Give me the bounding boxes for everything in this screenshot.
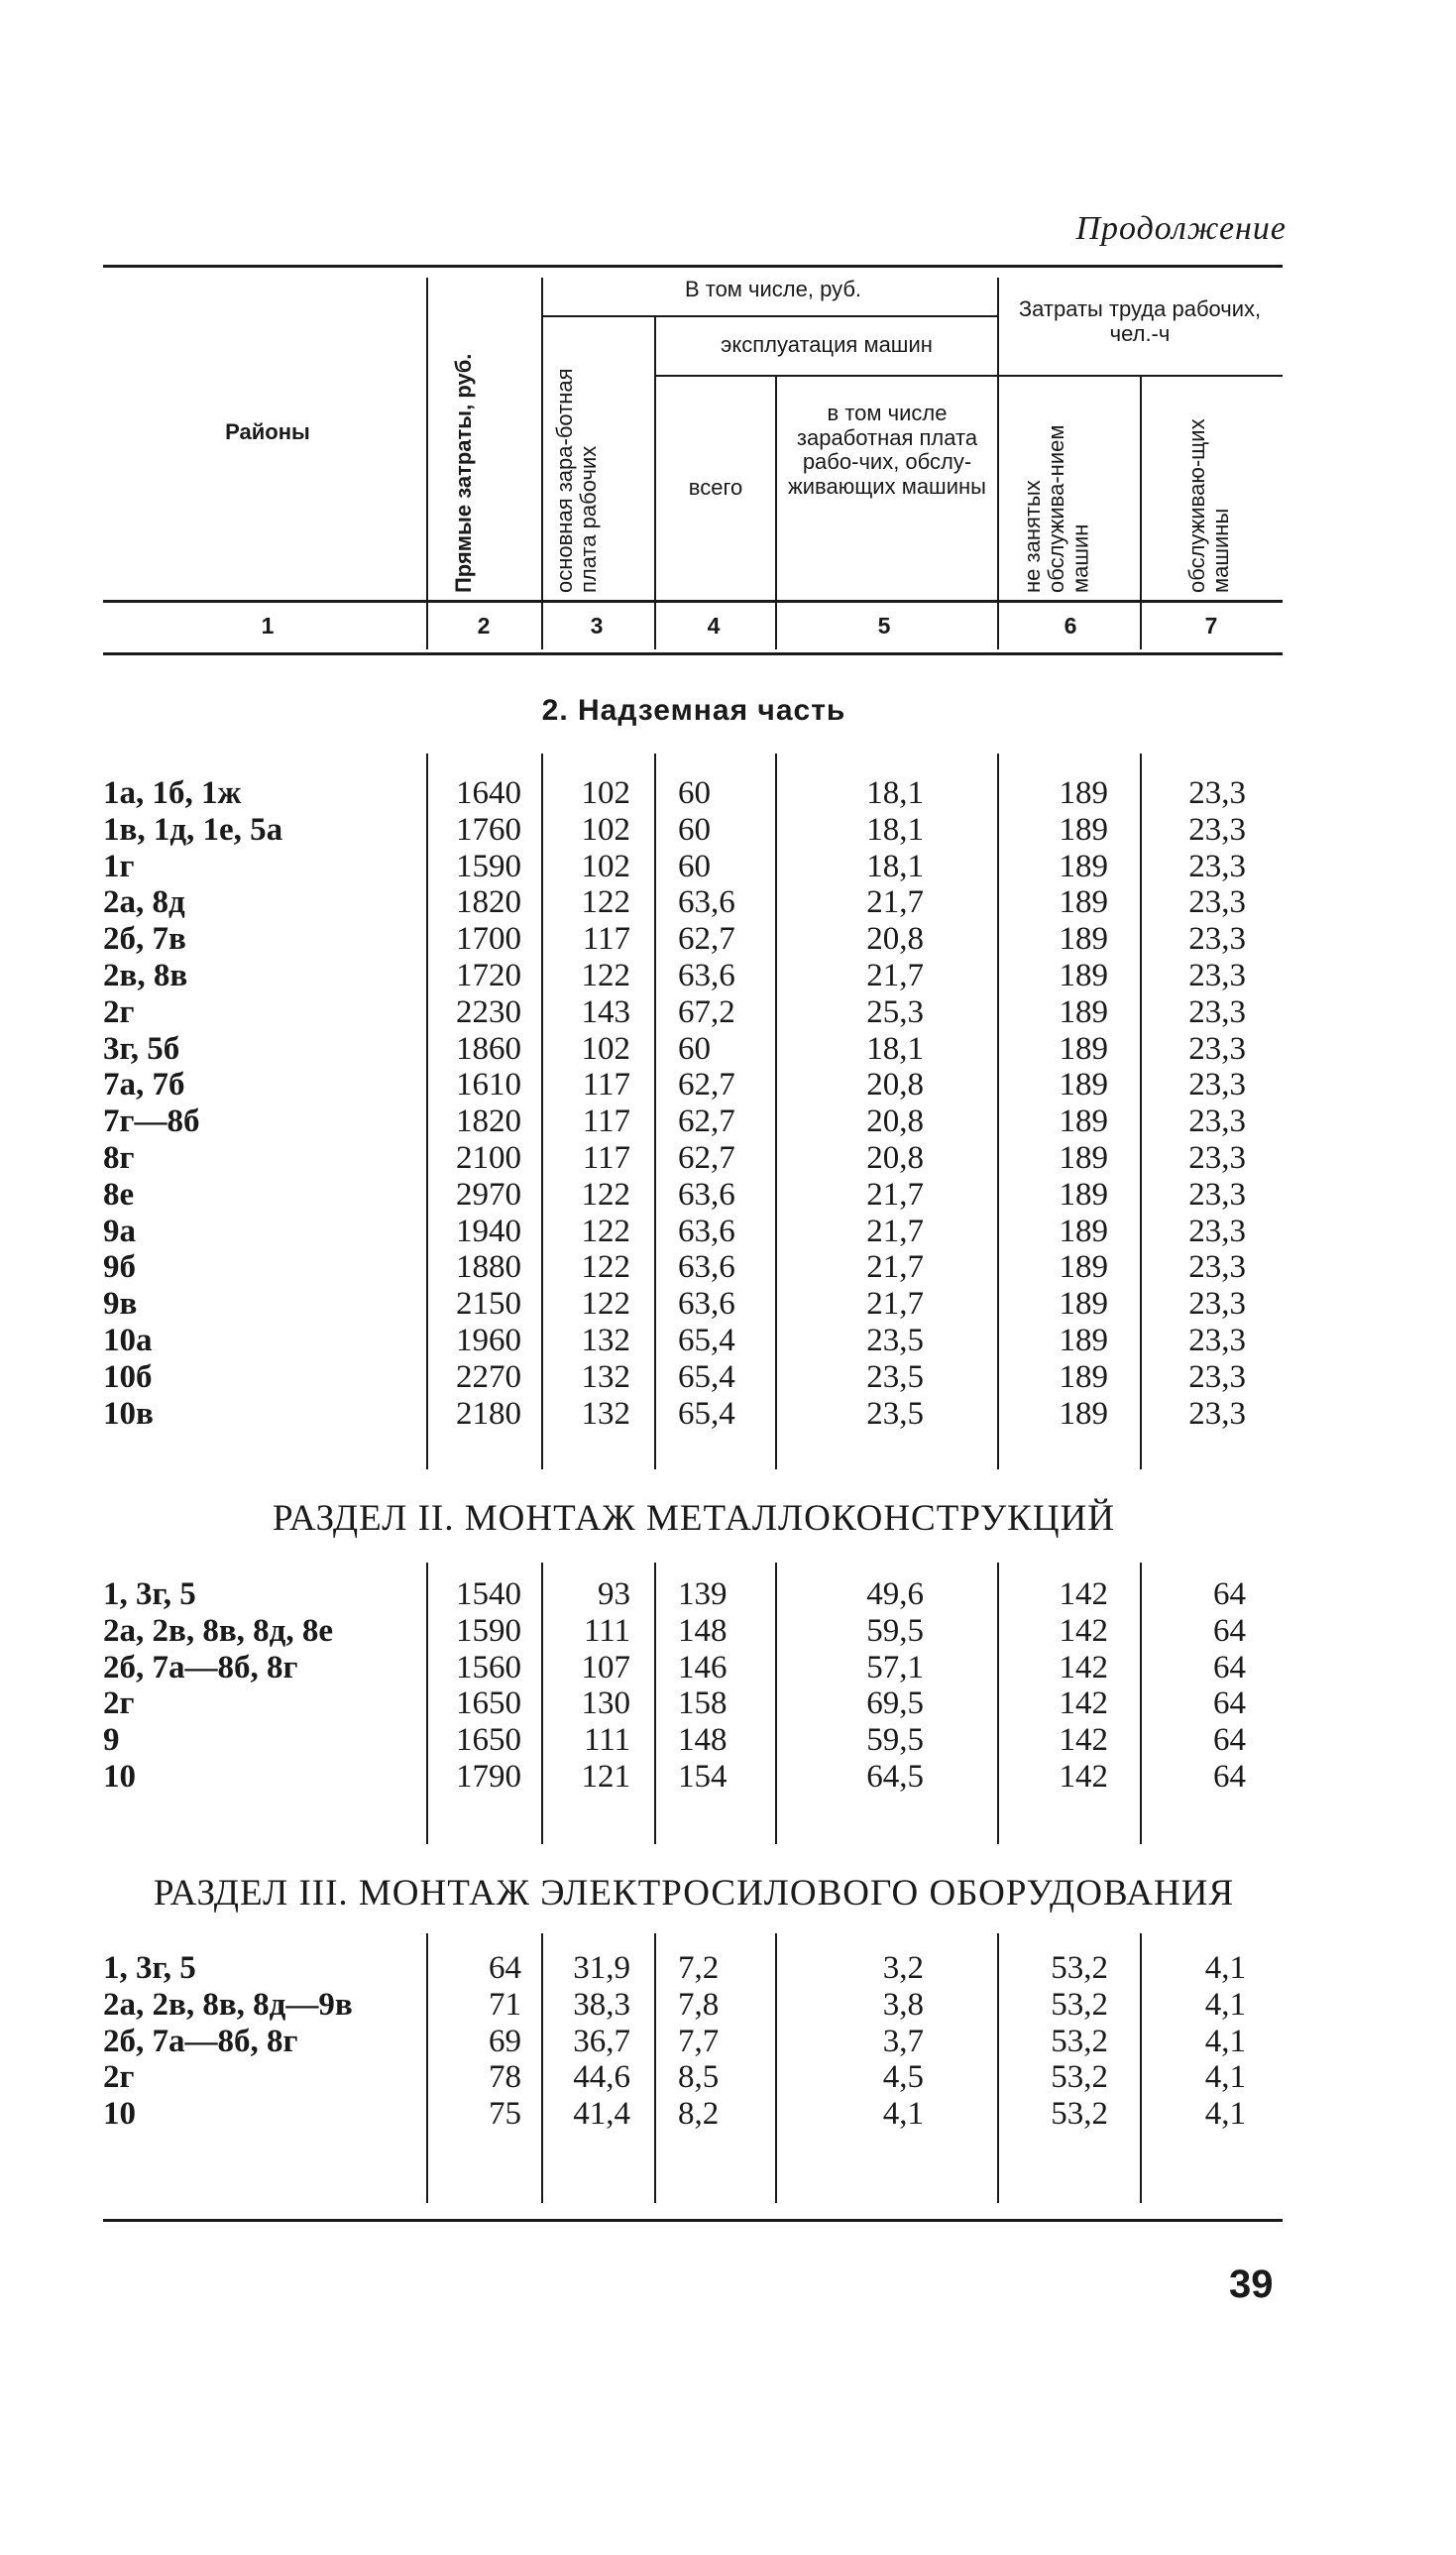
value-cell-c2: 1650	[456, 1722, 521, 1759]
district-cell: 2б, 7а—8б, 8г	[103, 1649, 298, 1685]
table-row	[0, 775, 1456, 812]
value-cell-c4: 62,7	[678, 1140, 735, 1176]
value-cell-c2: 1790	[456, 1759, 521, 1795]
district-cell: 2г	[103, 1685, 135, 1722]
district-cell: 9а	[103, 1213, 136, 1249]
district-cell: 2а, 2в, 8в, 8д—9в	[103, 1986, 353, 2023]
value-cell-c7: 23,3	[1188, 1323, 1246, 1358]
value-cell-c3: 102	[581, 775, 630, 811]
header-vline-5	[997, 278, 999, 649]
table-row	[0, 2096, 1456, 2133]
value-cell-c5: 20,8	[866, 1067, 924, 1103]
value-cell-c7: 4,1	[1204, 2096, 1246, 2133]
value-cell-c2: 69	[489, 2023, 521, 2059]
header-labor-costs: Затраты труда рабочих, чел.-ч	[1018, 296, 1262, 346]
value-cell-c3: 117	[582, 1103, 630, 1140]
value-cell-c4: 148	[678, 1722, 728, 1759]
value-cell-c5: 20,8	[866, 921, 924, 958]
header-incl-wage-machine: в том числе заработная плата рабо-чих, обслу-живающих машины	[788, 401, 986, 499]
district-cell: 10	[103, 2096, 136, 2133]
value-cell-c2: 1650	[456, 1685, 521, 1722]
section-title-aboveground: 2. Надземная часть	[541, 694, 846, 727]
value-cell-c4: 62,7	[678, 1103, 735, 1140]
value-cell-c3: 122	[581, 884, 630, 921]
table-row	[0, 1140, 1456, 1177]
value-cell-c6: 142	[1059, 1649, 1108, 1685]
value-cell-c3: 93	[598, 1576, 630, 1612]
table-row	[0, 1031, 1456, 1068]
value-cell-c6: 189	[1059, 1286, 1108, 1323]
value-cell-c4: 67,2	[678, 993, 735, 1030]
value-cell-c5: 3,2	[882, 1950, 924, 1986]
value-cell-c3: 132	[581, 1395, 630, 1432]
colnum-6: 6	[1064, 613, 1077, 639]
subheader-rule-1	[543, 315, 997, 317]
value-cell-c4: 60	[678, 775, 711, 811]
value-cell-c7: 64	[1213, 1759, 1246, 1795]
value-cell-c7: 23,3	[1188, 921, 1246, 958]
value-cell-c3: 111	[583, 1722, 630, 1759]
district-cell: 1, 3г, 5	[103, 1576, 196, 1612]
table-row	[0, 1103, 1456, 1140]
value-cell-c2: 78	[489, 2059, 521, 2096]
district-cell: 10	[103, 1759, 136, 1795]
value-cell-c4: 8,5	[678, 2059, 720, 2096]
value-cell-c2: 2180	[456, 1395, 521, 1432]
value-cell-c7: 4,1	[1204, 2023, 1246, 2059]
value-cell-c5: 4,1	[882, 2096, 924, 2133]
district-cell: 3г, 5б	[103, 1030, 180, 1067]
value-cell-c2: 1610	[456, 1067, 521, 1103]
value-cell-c7: 23,3	[1188, 1249, 1246, 1286]
section-title-metal-structures: РАЗДЕЛ II. МОНТАЖ МЕТАЛЛОКОНСТРУКЦИЙ	[272, 1498, 1116, 1539]
value-cell-c7: 23,3	[1188, 1140, 1246, 1176]
value-cell-c6: 189	[1059, 1323, 1108, 1358]
district-cell: 1в, 1д, 1е, 5а	[103, 811, 283, 848]
header-machine-workers: обслуживаю-щих машины	[1184, 418, 1234, 593]
district-cell: 7г—8б	[103, 1103, 200, 1140]
value-cell-c5: 59,5	[866, 1722, 924, 1759]
section-title-power-equipment: РАЗДЕЛ III. МОНТАЖ ЭЛЕКТРОСИЛОВОГО ОБОРУДОВАНИЯ	[153, 1873, 1235, 1914]
value-cell-c4: 62,7	[678, 1067, 735, 1103]
value-cell-c5: 23,5	[866, 1358, 924, 1395]
value-cell-c6: 142	[1059, 1722, 1108, 1759]
value-cell-c3: 121	[581, 1759, 630, 1795]
value-cell-c7: 23,3	[1188, 958, 1246, 993]
table-row	[0, 1650, 1456, 1686]
district-cell: 2г	[103, 2059, 135, 2096]
value-cell-c3: 117	[582, 921, 630, 958]
colnum-1: 1	[261, 613, 275, 639]
value-cell-c7: 23,3	[1188, 884, 1246, 921]
value-cell-c5: 18,1	[866, 1030, 924, 1067]
value-cell-c6: 189	[1059, 775, 1108, 811]
value-cell-c6: 53,2	[1051, 2096, 1108, 2133]
value-cell-c3: 130	[581, 1685, 630, 1722]
value-cell-c3: 122	[581, 958, 630, 993]
value-cell-c6: 53,2	[1051, 1950, 1108, 1986]
value-cell-c3: 44,6	[573, 2059, 630, 2096]
value-cell-c6: 189	[1059, 921, 1108, 958]
value-cell-c3: 102	[581, 1030, 630, 1067]
value-cell-c2: 1540	[456, 1576, 521, 1612]
value-cell-c7: 23,3	[1188, 1358, 1246, 1395]
value-cell-c5: 57,1	[866, 1649, 924, 1685]
header-bottom-rule	[103, 600, 1283, 603]
value-cell-c3: 132	[581, 1323, 630, 1358]
value-cell-c5: 64,5	[866, 1759, 924, 1795]
colnum-5: 5	[877, 613, 891, 639]
value-cell-c4: 154	[678, 1759, 728, 1795]
value-cell-c3: 132	[581, 1358, 630, 1395]
table-row	[0, 1722, 1456, 1759]
header-not-machine-workers: не занятых обслужива-нием машин	[1020, 424, 1093, 593]
table-row	[0, 1950, 1456, 1987]
table-row	[0, 921, 1456, 958]
table-row	[0, 1613, 1456, 1650]
value-cell-c6: 189	[1059, 958, 1108, 993]
value-cell-c4: 8,2	[678, 2096, 720, 2133]
colnum-3: 3	[590, 613, 604, 639]
value-cell-c6: 53,2	[1051, 2059, 1108, 2096]
district-cell: 2г	[103, 993, 135, 1030]
value-cell-c2: 1720	[456, 958, 521, 993]
value-cell-c2: 1760	[456, 811, 521, 848]
value-cell-c2: 71	[489, 1986, 521, 2023]
value-cell-c3: 122	[581, 1176, 630, 1213]
value-cell-c6: 142	[1059, 1685, 1108, 1722]
value-cell-c7: 64	[1213, 1649, 1246, 1685]
value-cell-c2: 75	[489, 2096, 521, 2133]
value-cell-c5: 18,1	[866, 775, 924, 811]
value-cell-c7: 64	[1213, 1612, 1246, 1649]
table-bottom-rule	[103, 2219, 1283, 2222]
value-cell-c6: 142	[1059, 1612, 1108, 1649]
value-cell-c2: 64	[489, 1950, 521, 1986]
value-cell-c6: 53,2	[1051, 2023, 1108, 2059]
header-vline-6	[1140, 377, 1142, 649]
district-cell: 1а, 1б, 1ж	[103, 775, 242, 811]
value-cell-c6: 189	[1059, 811, 1108, 848]
value-cell-c3: 102	[581, 811, 630, 848]
value-cell-c5: 20,8	[866, 1140, 924, 1176]
value-cell-c5: 59,5	[866, 1612, 924, 1649]
value-cell-c5: 18,1	[866, 811, 924, 848]
district-cell: 2б, 7а—8б, 8г	[103, 2023, 298, 2059]
district-cell: 2а, 8д	[103, 884, 185, 921]
district-cell: 8е	[103, 1176, 135, 1213]
colnum-7: 7	[1204, 613, 1218, 639]
district-cell: 2а, 2в, 8в, 8д, 8е	[103, 1612, 333, 1649]
table-row	[0, 1359, 1456, 1396]
value-cell-c7: 23,3	[1188, 775, 1246, 811]
table-row	[0, 849, 1456, 885]
value-cell-c3: 38,3	[573, 1986, 630, 2023]
value-cell-c2: 1940	[456, 1213, 521, 1249]
value-cell-c2: 1960	[456, 1323, 521, 1358]
value-cell-c2: 1640	[456, 775, 521, 811]
subheader-rule-2	[654, 375, 997, 377]
value-cell-c6: 189	[1059, 993, 1108, 1030]
value-cell-c2: 1820	[456, 1103, 521, 1140]
district-cell: 9	[103, 1722, 120, 1759]
value-cell-c4: 63,6	[678, 1176, 735, 1213]
value-cell-c2: 2150	[456, 1286, 521, 1323]
value-cell-c2: 2100	[456, 1140, 521, 1176]
value-cell-c6: 189	[1059, 884, 1108, 921]
value-cell-c7: 4,1	[1204, 2059, 1246, 2096]
value-cell-c6: 189	[1059, 1103, 1108, 1140]
value-cell-c7: 23,3	[1188, 1395, 1246, 1432]
colnum-2: 2	[477, 613, 491, 639]
value-cell-c7: 23,3	[1188, 1286, 1246, 1323]
header-basic-wage: основная зара-ботная плата рабочих	[552, 368, 602, 593]
value-cell-c6: 189	[1059, 1358, 1108, 1395]
continuation-label: Продолжение	[1075, 210, 1287, 247]
value-cell-c6: 189	[1059, 1067, 1108, 1103]
value-cell-c3: 122	[581, 1249, 630, 1286]
value-cell-c5: 20,8	[866, 1103, 924, 1140]
value-cell-c7: 23,3	[1188, 1067, 1246, 1103]
value-cell-c3: 122	[581, 1213, 630, 1249]
table-row	[0, 1067, 1456, 1103]
value-cell-c6: 189	[1059, 1140, 1108, 1176]
value-cell-c2: 1590	[456, 1612, 521, 1649]
colnum-bottom-rule	[103, 652, 1283, 655]
value-cell-c4: 7,7	[678, 2023, 720, 2059]
table-row	[0, 1177, 1456, 1214]
value-cell-c2: 1590	[456, 848, 521, 884]
value-cell-c4: 65,4	[678, 1395, 735, 1432]
value-cell-c5: 21,7	[866, 884, 924, 921]
value-cell-c5: 69,5	[866, 1685, 924, 1722]
value-cell-c4: 7,2	[678, 1950, 720, 1986]
table-row	[0, 1759, 1456, 1796]
value-cell-c2: 2270	[456, 1358, 521, 1395]
table-row	[0, 812, 1456, 849]
value-cell-c5: 18,1	[866, 848, 924, 884]
value-cell-c4: 146	[678, 1649, 728, 1685]
value-cell-c5: 3,7	[882, 2023, 924, 2059]
table-row	[0, 2024, 1456, 2060]
value-cell-c2: 1560	[456, 1649, 521, 1685]
table-row	[0, 1685, 1456, 1722]
value-cell-c6: 189	[1059, 848, 1108, 884]
header-vline-1	[426, 278, 428, 649]
value-cell-c5: 23,5	[866, 1395, 924, 1432]
value-cell-c3: 117	[582, 1067, 630, 1103]
header-direct-costs: Прямые затраты, руб.	[451, 353, 476, 593]
value-cell-c7: 23,3	[1188, 811, 1246, 848]
table-row	[0, 1576, 1456, 1613]
value-cell-c3: 143	[581, 993, 630, 1030]
table-row	[0, 994, 1456, 1031]
header-vline-3	[654, 315, 656, 649]
value-cell-c3: 41,4	[573, 2096, 630, 2133]
value-cell-c3: 102	[581, 848, 630, 884]
district-cell: 1г	[103, 848, 135, 884]
value-cell-c4: 65,4	[678, 1323, 735, 1358]
value-cell-c2: 2230	[456, 993, 521, 1030]
district-cell: 10б	[103, 1358, 153, 1395]
value-cell-c7: 23,3	[1188, 1213, 1246, 1249]
value-cell-c4: 139	[678, 1576, 728, 1612]
header-machine-operation: эксплуатация машин	[721, 332, 933, 357]
value-cell-c6: 189	[1059, 1213, 1108, 1249]
value-cell-c6: 142	[1059, 1576, 1108, 1612]
district-cell: 1, 3г, 5	[103, 1950, 196, 1986]
value-cell-c5: 21,7	[866, 1286, 924, 1323]
header-vline-4	[775, 377, 777, 649]
value-cell-c4: 63,6	[678, 1286, 735, 1323]
value-cell-c5: 3,8	[882, 1986, 924, 2023]
value-cell-c5: 23,5	[866, 1323, 924, 1358]
table-row	[0, 958, 1456, 994]
colnum-4: 4	[707, 613, 721, 639]
value-cell-c7: 64	[1213, 1722, 1246, 1759]
value-cell-c3: 122	[581, 1286, 630, 1323]
table-row	[0, 1323, 1456, 1359]
value-cell-c3: 111	[583, 1612, 630, 1649]
value-cell-c4: 63,6	[678, 958, 735, 993]
value-cell-c6: 189	[1059, 1249, 1108, 1286]
value-cell-c2: 1820	[456, 884, 521, 921]
value-cell-c5: 21,7	[866, 958, 924, 993]
district-cell: 2в, 8в	[103, 958, 188, 993]
value-cell-c7: 23,3	[1188, 848, 1246, 884]
value-cell-c4: 63,6	[678, 1213, 735, 1249]
value-cell-c5: 21,7	[866, 1249, 924, 1286]
table-row	[0, 884, 1456, 921]
value-cell-c5: 21,7	[866, 1176, 924, 1213]
value-cell-c4: 62,7	[678, 921, 735, 958]
value-cell-c7: 23,3	[1188, 1103, 1246, 1140]
table-row	[0, 1286, 1456, 1323]
value-cell-c6: 142	[1059, 1759, 1108, 1795]
value-cell-c2: 1860	[456, 1030, 521, 1067]
page-number: 39	[1229, 2263, 1274, 2306]
value-cell-c4: 60	[678, 1030, 711, 1067]
value-cell-c4: 63,6	[678, 1249, 735, 1286]
district-cell: 8г	[103, 1140, 135, 1176]
header-total: всего	[688, 475, 743, 500]
district-cell: 10в	[103, 1395, 154, 1432]
value-cell-c7: 23,3	[1188, 1030, 1246, 1067]
district-cell: 10а	[103, 1323, 153, 1358]
value-cell-c4: 60	[678, 811, 711, 848]
header-including-rub: В том числе, руб.	[684, 277, 862, 301]
value-cell-c2: 1700	[456, 921, 521, 958]
table-row	[0, 1987, 1456, 2024]
value-cell-c4: 158	[678, 1685, 728, 1722]
value-cell-c3: 36,7	[573, 2023, 630, 2059]
header-vline-2	[541, 278, 543, 649]
value-cell-c7: 64	[1213, 1685, 1246, 1722]
value-cell-c5: 4,5	[882, 2059, 924, 2096]
value-cell-c7: 64	[1213, 1576, 1246, 1612]
value-cell-c2: 1880	[456, 1249, 521, 1286]
value-cell-c5: 49,6	[866, 1576, 924, 1612]
value-cell-c4: 63,6	[678, 884, 735, 921]
table-top-rule	[103, 265, 1283, 268]
district-cell: 2б, 7в	[103, 921, 186, 958]
value-cell-c2: 2970	[456, 1176, 521, 1213]
value-cell-c7: 23,3	[1188, 1176, 1246, 1213]
value-cell-c3: 107	[581, 1649, 630, 1685]
value-cell-c5: 21,7	[866, 1213, 924, 1249]
value-cell-c6: 189	[1059, 1030, 1108, 1067]
value-cell-c5: 25,3	[866, 993, 924, 1030]
district-cell: 9б	[103, 1249, 136, 1286]
district-cell: 9в	[103, 1286, 138, 1323]
value-cell-c4: 148	[678, 1612, 728, 1649]
table-row	[0, 2059, 1456, 2096]
value-cell-c4: 60	[678, 848, 711, 884]
value-cell-c6: 53,2	[1051, 1986, 1108, 2023]
header-districts: Районы	[225, 419, 310, 444]
value-cell-c4: 7,8	[678, 1986, 720, 2023]
table-row	[0, 1249, 1456, 1286]
value-cell-c7: 4,1	[1204, 1950, 1246, 1986]
table-row	[0, 1214, 1456, 1250]
value-cell-c6: 189	[1059, 1176, 1108, 1213]
value-cell-c3: 117	[582, 1140, 630, 1176]
district-cell: 7а, 7б	[103, 1067, 185, 1103]
table-row	[0, 1396, 1456, 1433]
value-cell-c4: 65,4	[678, 1358, 735, 1395]
value-cell-c6: 189	[1059, 1395, 1108, 1432]
value-cell-c7: 23,3	[1188, 993, 1246, 1030]
value-cell-c7: 4,1	[1204, 1986, 1246, 2023]
value-cell-c3: 31,9	[573, 1950, 630, 1986]
